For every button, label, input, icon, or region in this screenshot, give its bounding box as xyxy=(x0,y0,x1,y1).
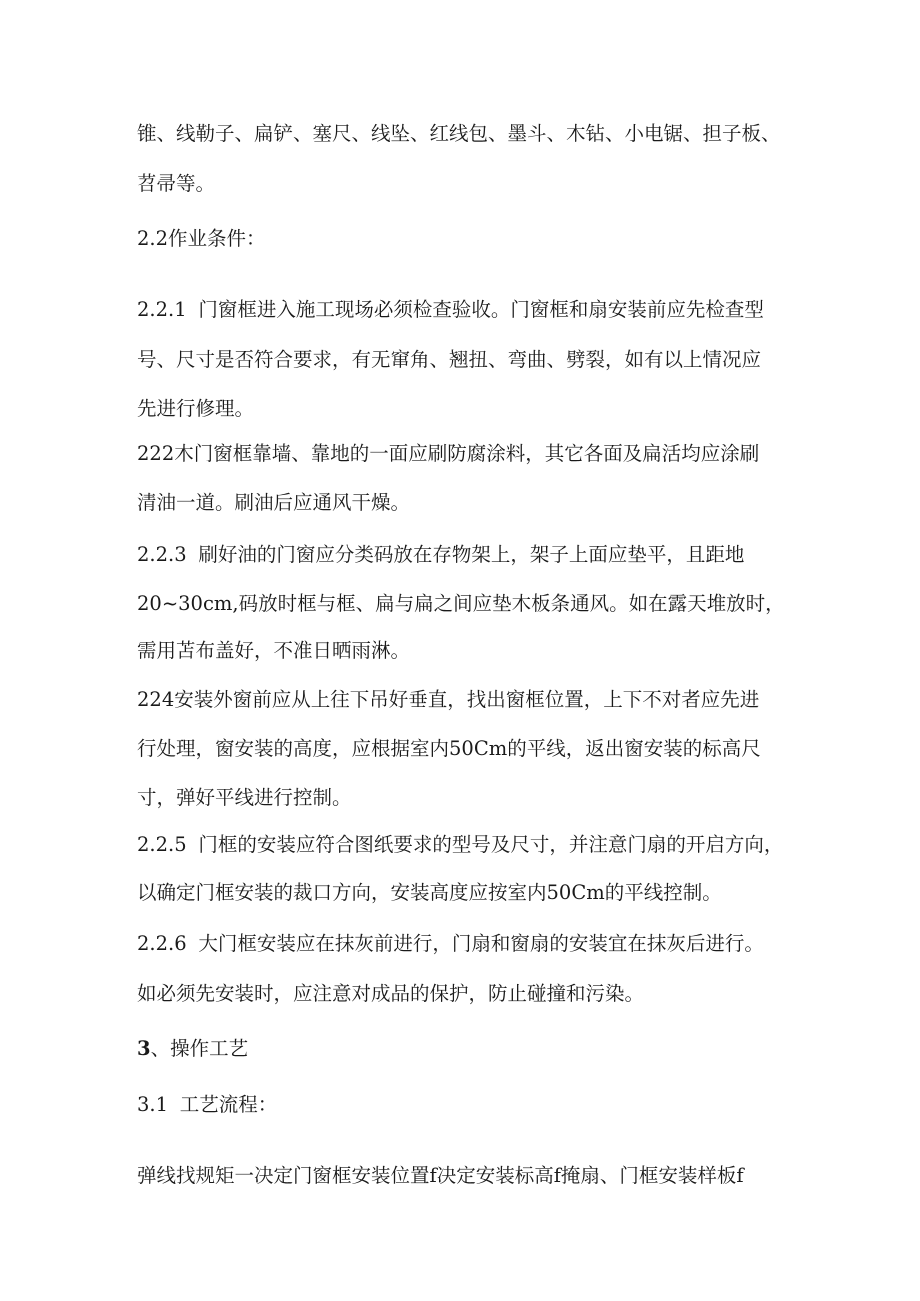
section-heading xyxy=(137,226,797,252)
text-line xyxy=(137,736,797,762)
line-text: 20~30cm,码放时框与框、扁与扁之间应垫木板条通风。如在露天堆放时， xyxy=(137,592,785,615)
text-line xyxy=(137,687,797,713)
item-number: 2.2.6 xyxy=(137,932,187,955)
item-number: 2.2.1 xyxy=(137,298,187,321)
text-line xyxy=(137,347,797,373)
text-line xyxy=(137,1163,797,1189)
text-line xyxy=(137,832,797,858)
text-line xyxy=(137,931,797,957)
line-text: 苕帚等。 xyxy=(137,172,216,195)
line-text: 清油一道。刷油后应通风干燥。 xyxy=(137,491,411,514)
text-line xyxy=(137,441,797,467)
line-text: 先进行修理。 xyxy=(137,397,255,420)
line-text: 弹线找规矩一决定门窗框安装位置f决定安装标高f掩扇、门框安装样板f xyxy=(137,1164,744,1187)
item-number: 3.1 xyxy=(137,1093,169,1116)
line-text: 以确定门框安装的裁口方向，安装高度应按室内50Cm的平线控制。 xyxy=(137,881,722,904)
line-text: 2.2作业条件： xyxy=(137,227,266,250)
text-line xyxy=(137,171,797,197)
text-line xyxy=(137,396,797,422)
text-line xyxy=(137,981,797,1007)
item-number: 2.2.5 xyxy=(137,833,187,856)
line-text: 锥、线勒子、扁铲、塞尺、线坠、红线包、墨斗、木钻、小电锯、担子板、 xyxy=(137,122,781,145)
section-heading xyxy=(137,1036,797,1062)
line-text: 224安装外窗前应从上往下吊好垂直，找出窗框位置，上下不对者应先进 xyxy=(137,688,760,711)
line-text: 门框的安装应符合图纸要求的型号及尺寸，并注意门扇的开启方向， xyxy=(198,833,784,856)
text-line xyxy=(137,490,797,516)
line-text: 寸，弹好平线进行控制。 xyxy=(137,786,352,809)
subsection-heading xyxy=(137,1092,797,1118)
text-line xyxy=(137,297,797,323)
section-number: 3 xyxy=(137,1037,151,1060)
line-text: 刷好油的门窗应分类码放在存物架上，架子上面应垫平，且距地 xyxy=(198,543,745,566)
line-text: 行处理，窗安装的高度，应根据室内50Cm的平线，返出窗安装的标高尺 xyxy=(137,737,761,760)
text-line xyxy=(137,880,797,906)
text-line xyxy=(137,121,797,147)
line-text: 门窗框进入施工现场必须检查验收。门窗框和扇安装前应先检查型 xyxy=(198,298,764,321)
line-text: 222木门窗框靠墙、靠地的一面应刷防腐涂料，其它各面及扁活均应涂刷 xyxy=(137,442,760,465)
line-text: 大门框安装应在抹灰前进行，门扇和窗扇的安装宜在抹灰后进行。 xyxy=(198,932,764,955)
line-text: 需用苫布盖好，不准日晒雨淋。 xyxy=(137,639,411,662)
text-line xyxy=(137,638,797,664)
line-text: 号、尺寸是否符合要求，有无窜角、翘扭、弯曲、劈裂，如有以上情况应 xyxy=(137,348,762,371)
line-text: 、操作工艺 xyxy=(150,1037,249,1060)
item-number: 2.2.3 xyxy=(137,543,187,566)
text-line xyxy=(137,785,797,811)
line-text: 如必须先安装时，应注意对成品的保护，防止碰撞和污染。 xyxy=(137,982,645,1005)
text-line xyxy=(137,591,797,617)
text-line xyxy=(137,542,797,568)
line-text: 工艺流程： xyxy=(179,1093,278,1116)
